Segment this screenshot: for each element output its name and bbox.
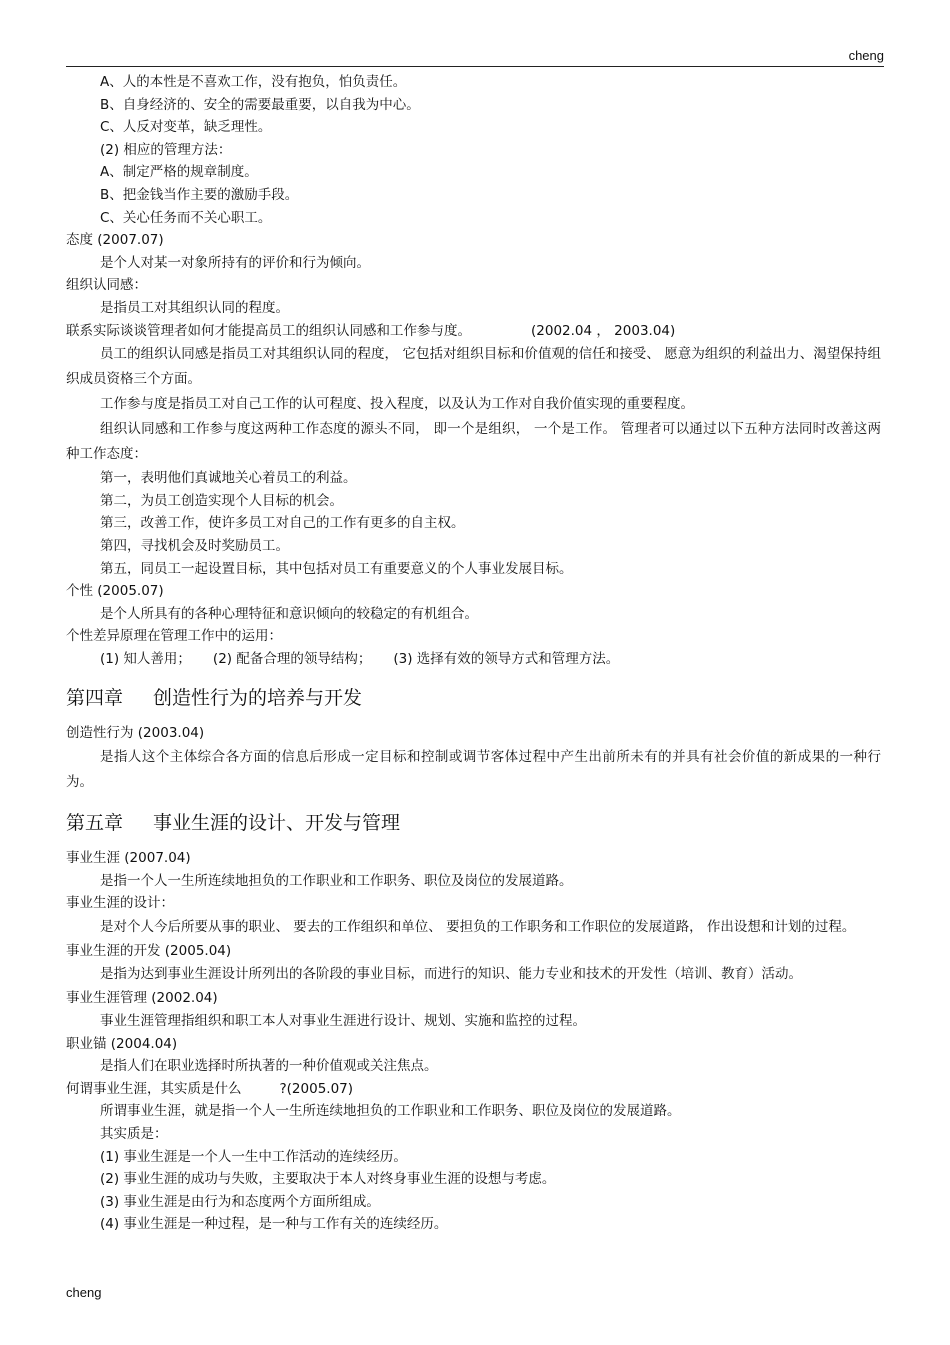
- chapter-number: 第五章: [66, 812, 124, 835]
- term-definition: 是指为达到事业生涯设计所列出的各阶段的事业目标，而进行的知识、能力专业和技术的开发性（培训、教育）活动。: [100, 966, 802, 983]
- text-line: A、人的本性是不喜欢工作，没有抱负，怕负责任。: [100, 74, 407, 90]
- question-heading: [66, 1078, 881, 1101]
- term-heading: 事业生涯 (2007.04): [66, 850, 191, 867]
- list-item: 第二，为员工创造实现个人目标的机会。: [100, 492, 343, 509]
- term-heading: 事业生涯的设计：: [66, 895, 174, 912]
- paragraph: 所谓事业生涯，就是指一个人一生所连续地担负的工作职业和工作职务、职位及岗位的发展道路。: [100, 1103, 681, 1120]
- text-line: C、人反对变革，缺乏理性。: [100, 119, 272, 136]
- question-years: (2002.04 ， 2003.04): [531, 322, 676, 339]
- paragraph: 工作参与度是指员工对自己工作的认可程度、投入程度，以及认为工作对自我价值实现的重要程度。: [100, 396, 694, 413]
- term-heading: 个性 (2005.07): [66, 583, 164, 600]
- chapter-title: 事业生涯的设计、开发与管理: [153, 812, 401, 835]
- question-years: ?(2005.07): [279, 1080, 354, 1097]
- section-heading: 个性差异原理在管理工作中的运用：: [66, 628, 282, 645]
- term-definition: 是个人所具有的各种心理特征和意识倾向的较稳定的有机组合。: [100, 605, 478, 622]
- chapter-heading: [66, 686, 881, 710]
- term-heading: 创造性行为 (2003.04): [66, 725, 205, 742]
- paragraph: 组织认同感和工作参与度这两种工作态度的源头不同， 即一个是组织， 一个是工作。 管理者可以通过以下五种方法同时改善这两种工作态度：: [66, 421, 881, 463]
- chapter-title: 创造性行为的培养与开发: [153, 687, 363, 710]
- list-item: (3) 选择有效的领导方式和管理方法。: [393, 650, 620, 667]
- term-definition: 是指人们在职业选择时所执著的一种价值观或关注焦点。: [100, 1058, 438, 1075]
- term-heading: 职业锚 (2004.04): [66, 1035, 178, 1052]
- list-item: (1) 知人善用；: [100, 650, 191, 667]
- text-line: A、制定严格的规章制度。: [100, 164, 258, 181]
- list-item: 第五，同员工一起设置目标，其中包括对员工有重要意义的个人事业发展目标。: [100, 560, 573, 577]
- text-line: (2) 相应的管理方法：: [100, 141, 232, 158]
- list-item: 第一，表明他们真诚地关心着员工的利益。: [100, 470, 357, 487]
- section-heading: 其实质是：: [100, 1126, 168, 1142]
- list-item: (4) 事业生涯是一种过程，是一种与工作有关的连续经历。: [100, 1216, 448, 1233]
- term-definition: 是指人这个主体综合各方面的信息后形成一定目标和控制或调节客体过程中产生出前所未有的并具有社会价值的新成果的一种行为。: [66, 749, 881, 791]
- list-item: (1) 事业生涯是一个人一生中工作活动的连续经历。: [100, 1148, 407, 1165]
- list-item: 第三，改善工作，使许多员工对自己的工作有更多的自主权。: [100, 515, 465, 532]
- list-item: (2) 配备合理的领导结构；: [212, 650, 372, 667]
- page-header: [66, 46, 884, 67]
- term-heading: 事业生涯管理 (2002.04): [66, 990, 218, 1007]
- question-heading: [66, 320, 881, 343]
- document-body: [66, 71, 881, 1236]
- list-item: (3) 事业生涯是由行为和态度两个方面所组成。: [100, 1193, 380, 1210]
- text-line: B、自身经济的、安全的需要最重要，以自我为中心。: [100, 96, 420, 113]
- text-line: C、关心任务而不关心职工。: [100, 209, 272, 226]
- term-definition: 是个人对某一对象所持有的评价和行为倾向。: [100, 254, 370, 271]
- term-definition: 是对个人今后所要从事的职业、 要去的工作组织和单位、 要担负的工作职务和工作职位的发展道路， 作出设想和计划的过程。: [100, 918, 856, 935]
- header-text: cheng: [848, 48, 884, 63]
- question-text: 联系实际谈谈管理者如何才能提高员工的组织认同感和工作参与度。: [66, 322, 471, 339]
- term-definition: 事业生涯管理指组织和职工本人对事业生涯进行设计、规划、实施和监控的过程。: [100, 1013, 586, 1030]
- inline-list: [66, 648, 881, 671]
- list-item: (2) 事业生涯的成功与失败，主要取决于本人对终身事业生涯的设想与考虑。: [100, 1171, 556, 1188]
- chapter-heading: [66, 811, 881, 835]
- paragraph: 员工的组织认同感是指员工对其组织认同的程度， 它包括对组织目标和价值观的信任和接受、 愿意为组织的利益出力、渴望保持组织成员资格三个方面。: [66, 346, 881, 388]
- question-text: 何谓事业生涯，其实质是什么: [66, 1080, 242, 1097]
- text-line: B、把金钱当作主要的激励手段。: [100, 186, 299, 203]
- term-definition: 是指一个人一生所连续地担负的工作职业和工作职务、职位及岗位的发展道路。: [100, 872, 573, 889]
- term-definition: 是指员工对其组织认同的程度。: [100, 299, 289, 316]
- chapter-number: 第四章: [66, 687, 124, 710]
- term-heading: 态度 (2007.07): [66, 232, 164, 249]
- page-footer: cheng: [66, 1285, 102, 1300]
- term-heading: 事业生涯的开发 (2005.04): [66, 942, 232, 959]
- list-item: 第四，寻找机会及时奖励员工。: [100, 537, 289, 554]
- term-heading: 组织认同感：: [66, 277, 147, 294]
